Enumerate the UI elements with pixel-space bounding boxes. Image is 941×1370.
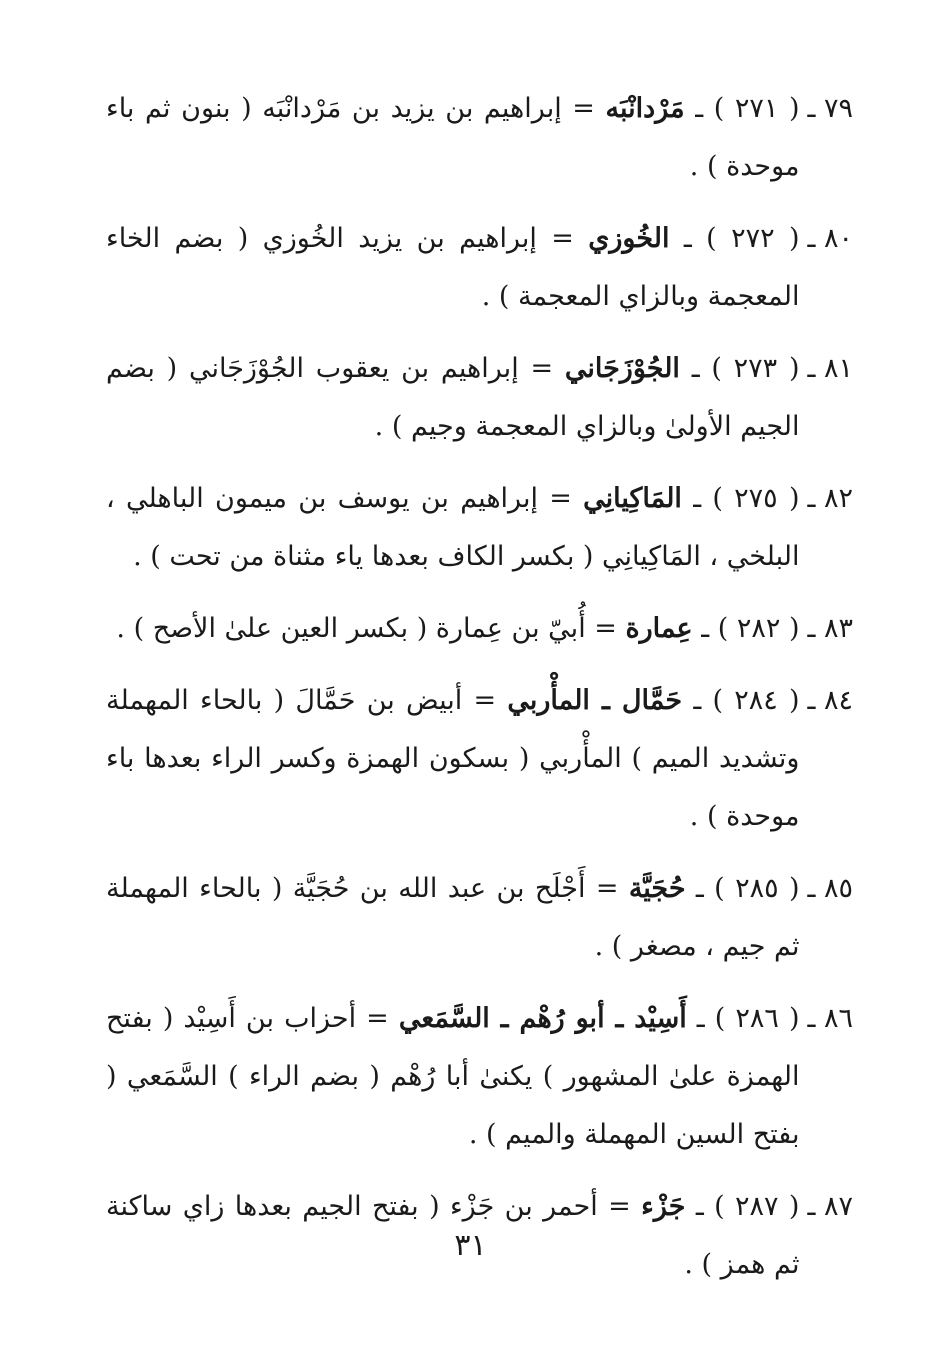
- entry-number: ٨٤ ـ: [807, 685, 853, 716]
- entry-ref: ( ٢٨٧ ) ـ: [695, 1191, 800, 1222]
- entry-ref: ( ٢٨٤ ) ـ: [693, 685, 800, 716]
- entry-body: = إبراهيم بن يعقوب الجُوْزَجَاني ( بضم الجيم الأولىٰ وبالزاي المعجمة وجيم ) .: [106, 353, 800, 442]
- entry-body: = إبراهيم بن يزيد بن مَرْدانْبَه ( بنون ثم باء موحدة ) .: [106, 93, 800, 182]
- entry-body: = أبيض بن حَمَّالَ ( بالحاء المهملة وتشديد الميم ) المأْربي ( بسكون الهمزة وكسر الراء بعدها باء موحدة ) .: [106, 685, 800, 832]
- entry-text: [106, 340, 799, 456]
- entry-83: [106, 600, 853, 658]
- entry-headword: حَمَّال ـ المأْربي: [507, 685, 683, 716]
- page-number: ٣١: [454, 1228, 487, 1263]
- entry-ref: ( ٢٧٥ ) ـ: [693, 483, 800, 514]
- entry-number: ٨٣ ـ: [807, 613, 853, 644]
- entry-list: [106, 80, 853, 1294]
- entry-86: [106, 990, 853, 1164]
- entry-79: [106, 80, 853, 196]
- entry-text: [106, 672, 799, 846]
- entry-body: = أحزاب بن أَسِيْد ( بفتح الهمزة علىٰ المشهور ) يكنىٰ أبا رُهْم ( بضم الراء ) السَّمَعي ( بفتح السين المهملة والميم ) .: [106, 1003, 800, 1150]
- entry-ref: ( ٢٧٣ ) ـ: [691, 353, 800, 384]
- entry-number: ٨٠ ـ: [807, 223, 853, 254]
- entry-body: = إبراهيم بن يزيد الخُوزي ( بضم الخاء المعجمة وبالزاي المعجمة ) .: [106, 223, 800, 312]
- entry-81: [106, 340, 853, 456]
- entry-number: ٨٥ ـ: [807, 873, 853, 904]
- entry-number: ٨٦ ـ: [807, 1003, 853, 1034]
- entry-ref: ( ٢٧١ ) ـ: [695, 93, 800, 124]
- entry-ref: ( ٢٨٢ ) ـ: [701, 613, 800, 644]
- entry-number: ٧٩ ـ: [807, 93, 853, 124]
- entry-84: [106, 672, 853, 846]
- entry-85: [106, 860, 853, 976]
- entry-body: = أُبيّ بن عِمارة ( بكسر العين علىٰ الأصح ) .: [116, 613, 617, 644]
- entry-headword: حُجَيَّة: [628, 873, 686, 904]
- entry-number: ٨١ ـ: [807, 353, 853, 384]
- entry-80: [106, 210, 853, 326]
- entry-text: [106, 210, 799, 326]
- entry-headword: جَزْء: [641, 1191, 686, 1222]
- entry-text: [106, 990, 799, 1164]
- entry-headword: الخُوزي: [588, 223, 670, 254]
- entry-headword: مَرْدانْبَه: [605, 93, 685, 124]
- entry-ref: ( ٢٨٥ ) ـ: [695, 873, 800, 904]
- entry-headword: الجُوْزَجَاني: [564, 353, 680, 384]
- entry-headword: المَاكِيانِي: [583, 483, 682, 514]
- entry-text: [106, 600, 799, 658]
- entry-text: [106, 470, 799, 586]
- entry-text: [106, 860, 799, 976]
- entry-body: = إبراهيم بن يوسف بن ميمون الباهلي ، البلخي ، المَاكِيانِي ( بكسر الكاف بعدها ياء مثناة من تحت ) .: [106, 483, 800, 572]
- entry-ref: ( ٢٨٦ ) ـ: [696, 1003, 800, 1034]
- entry-82: [106, 470, 853, 586]
- entry-text: [106, 80, 799, 196]
- entry-body: = أَجْلَح بن عبد الله بن حُجَيَّة ( بالحاء المهملة ثم جيم ، مصغر ) .: [106, 873, 800, 962]
- entry-body: = أحمر بن جَزْء ( بفتح الجيم بعدها زاي ساكنة ثم همز ) .: [106, 1191, 800, 1280]
- entry-ref: ( ٢٧٢ ) ـ: [683, 223, 800, 254]
- entry-headword: أَسِيْد ـ أبو رُهْم ـ السَّمَعي: [398, 1003, 687, 1034]
- entry-number: ٨٧ ـ: [807, 1191, 853, 1222]
- entry-number: ٨٢ ـ: [807, 483, 853, 514]
- entry-headword: عِمارة: [625, 613, 693, 644]
